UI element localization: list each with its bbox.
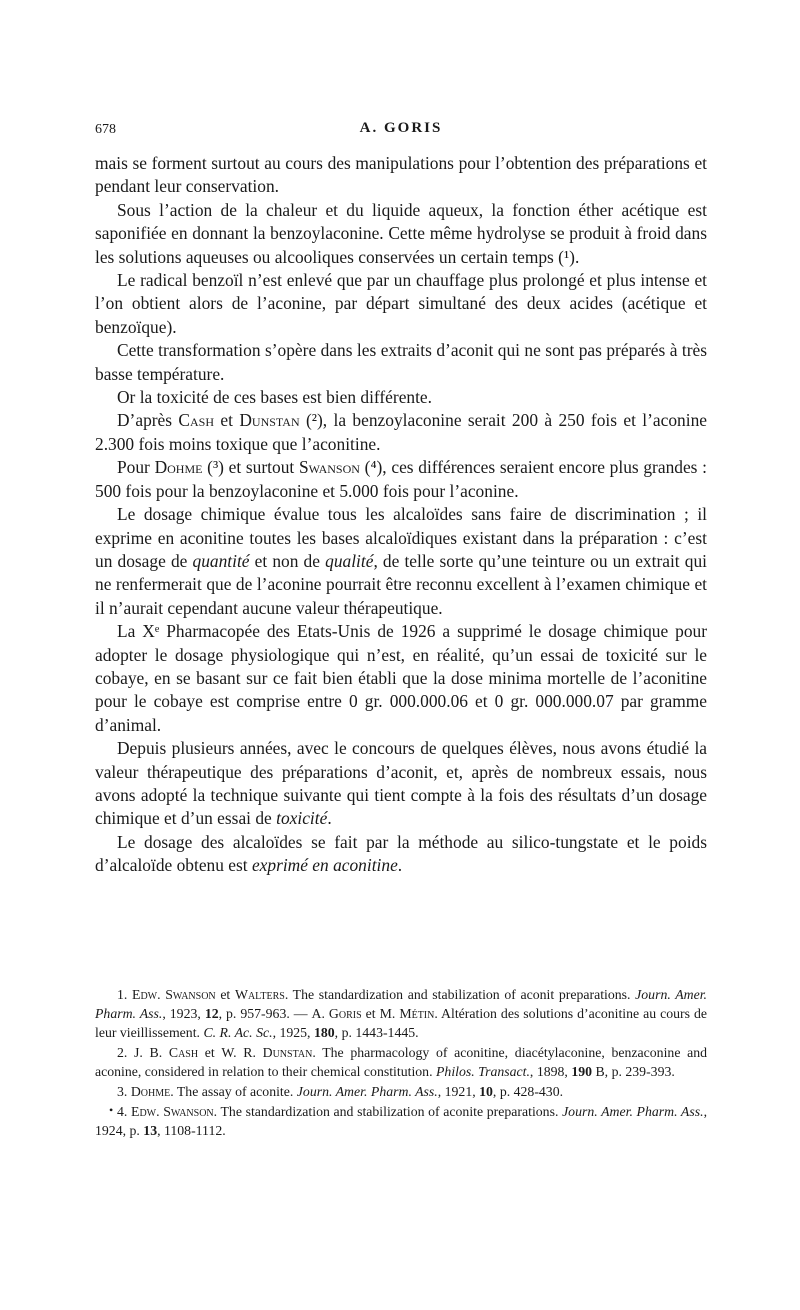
footnote-1-author: M. Métin [379, 1006, 435, 1022]
footnote-1-author: A. Goris [311, 1006, 362, 1022]
p8-pre: Le dosage chimique évalue tous les alcaloïdes sans faire de discrimination ; il exprime en aconitine toutes les bases alcaloïdiques existant dans la préparation : c’est un dosage de [95, 504, 707, 571]
author-dohme: Dohme [154, 457, 203, 478]
footnote-4 [95, 1102, 707, 1140]
footnote-1-text: . The standardization and stabilization of aconit preparations. [284, 987, 631, 1002]
author-swanson: Swanson [298, 457, 360, 478]
footnote-3-number: 3. [117, 1084, 128, 1100]
footnote-2 [95, 1043, 707, 1081]
footnote-1-volume: 12 [204, 1006, 219, 1022]
footnote-3-text: , 1921, [437, 1084, 476, 1100]
p10-post: . [327, 808, 332, 829]
p6-mid: et [220, 410, 233, 431]
p10-pre: Depuis plusieurs années, avec le concours de quelques élèves, nous avons étudié la valeur thérapeutique des préparations d’aconit, et, après de nombreux essais, nous avons adopté la technique suivante qui tient compte à la fois des résultats d’un dosage chimique et d’un essai de [95, 738, 707, 829]
paragraph-1: mais se forment surtout au cours des manipulations pour l’obtention des préparations et pendant leur conservation. [95, 153, 707, 197]
footnote-4-volume: 13 [143, 1123, 158, 1139]
p8-mid: et non de [254, 550, 320, 571]
paragraph-3: Le radical benzoïl n’est enlevé que par un chauffage plus prolongé et plus intense et l’on obtient alors de l’aconine, par départ simultané des deux acides (acétique et benzoïque). [95, 270, 707, 337]
footnote-1-text: . Altération des solutions d’aconitine au cours de leur vieillissement. [95, 1006, 708, 1041]
footnote-4-text: . The standardization and stabilization of aconite preparations. [213, 1104, 559, 1119]
paragraph-2: Sous l’action de la chaleur et du liquide aqueux, la fonction éther acétique est saponifiée en donnant la benzoylaconine. Cette même hydrolyse se produit à froid dans les solutions aqueuses ou alcooliques conservées un certain temps (¹). [95, 199, 707, 267]
footnote-2-text: , 1898, [529, 1064, 568, 1080]
p11-post: . [397, 855, 403, 876]
paragraph-11 [95, 831, 707, 878]
footnote-3 [95, 1082, 707, 1101]
footnote-3-text: . The assay of aconite. [170, 1084, 294, 1100]
p7-post: (⁴), ces différences seraient encore plus grandes : 500 fois pour la benzoylaconine et 5.000 fois pour l’aconine. [95, 457, 707, 501]
footnote-1-journal: Journ. Amer. Pharm. Ass. [95, 987, 707, 1022]
footnote-2-journal: Philos. Transact. [436, 1064, 530, 1080]
p10-em: toxicité [276, 808, 328, 829]
footnote-1-number: 1. [117, 987, 128, 1002]
author-cash: Cash [178, 410, 215, 431]
p7-mid: (³) et surtout [207, 457, 295, 478]
page-number: 678 [95, 122, 116, 137]
footnote-1 [95, 985, 707, 1043]
p6-post: (²), la benzoylaconine serait 200 à 250 fois et l’aconine 2.300 fois moins toxique que l’aconitine. [95, 410, 707, 454]
main-text [95, 152, 707, 878]
p8-post: , de telle sorte qu’une teinture ou un extrait qui ne renfermerait que de l’aconine pourrait être reconnu excellent à l’examen chimique et il n’aurait cependant aucune valeur thérapeutique. [95, 550, 707, 618]
paragraph-10 [95, 737, 707, 831]
paragraph-8 [95, 503, 707, 620]
footnote-1-journal: C. R. Ac. Sc. [203, 1025, 273, 1041]
footnote-1-author: Edw. Swanson [132, 987, 216, 1002]
paragraph-4: Cette transformation s’opère dans les extraits d’aconit qui ne sont pas préparés à très basse température. [95, 340, 707, 384]
paragraph-7 [95, 456, 707, 503]
footnote-4-journal: Journ. Amer. Pharm. Ass. [562, 1104, 704, 1119]
p7-pre: Pour [117, 457, 150, 478]
footnote-2-volume: 190 [571, 1064, 593, 1080]
footnote-3-journal: Journ. Amer. Pharm. Ass. [296, 1084, 438, 1100]
footnotes [95, 985, 707, 1141]
footnote-1-text: , 1923, [162, 1006, 201, 1022]
footnote-3-text: , p. 428-430. [492, 1084, 564, 1100]
footnote-3-author: Dohme [130, 1084, 171, 1100]
footnote-4-author: Edw. Swanson [131, 1104, 214, 1119]
footnote-2-number: 2. [117, 1045, 128, 1061]
footnote-1-author: Walters [234, 987, 285, 1002]
footnote-1-text: , p. 957-963. — [218, 1006, 308, 1022]
footnote-1-and: et [220, 987, 231, 1002]
author-dunstan: Dunstan [239, 410, 300, 431]
footnote-2-author: W. R. Dunstan [221, 1045, 313, 1061]
footnote-1-text: , p. 1443-1445. [334, 1025, 419, 1041]
p6-pre: D’après [117, 410, 173, 431]
running-header [95, 118, 707, 142]
footnote-2-text: . The pharmacology of aconitine, diacétylaconine, benzaconine and aconine, considered in relation to their chemical constitution. [95, 1045, 708, 1080]
bullet-mark: • [109, 1103, 114, 1117]
footnote-1-and: et [365, 1006, 376, 1022]
paragraph-6 [95, 409, 707, 456]
p8-em-qualite: qualité [325, 550, 374, 571]
p11-pre: Le dosage des alcaloïdes se fait par la méthode au silico-tungstate et le poids d’alcaloïde obtenu est [95, 831, 707, 876]
footnote-4-text: , 1108-1112. [157, 1123, 226, 1139]
paragraph-9: La Xᵉ Pharmacopée des Etats-Unis de 1926 a supprimé le dosage chimique pour adopter le dosage physiologique qui n’est, en réalité, qu’un essai de toxicité sur le cobaye, en se basant sur ce fait bien établi que la dose minima mortelle de l’aconitine pour le cobaye est comprise entre 0 gr. 000.000.06 et 0 gr. 000.000.07 par gramme d’animal. [95, 621, 707, 735]
footnote-1-volume: 180 [313, 1025, 335, 1041]
running-head-author: A. GORIS [359, 120, 443, 136]
paragraph-5: Or la toxicité de ces bases est bien différente. [117, 387, 433, 408]
p8-em-quantite: quantité [192, 550, 250, 571]
p11-em: exprimé en aconitine [251, 855, 398, 876]
footnote-4-text: , 1924, p. [95, 1104, 708, 1139]
footnote-2-text: B, p. 239-393. [595, 1064, 675, 1080]
footnote-4-number: 4. [117, 1104, 128, 1119]
footnote-1-text: , 1925, [272, 1025, 311, 1041]
footnote-2-author: J. B. Cash [134, 1045, 199, 1061]
footnote-2-and: et [204, 1045, 215, 1061]
footnote-3-volume: 10 [479, 1084, 493, 1100]
